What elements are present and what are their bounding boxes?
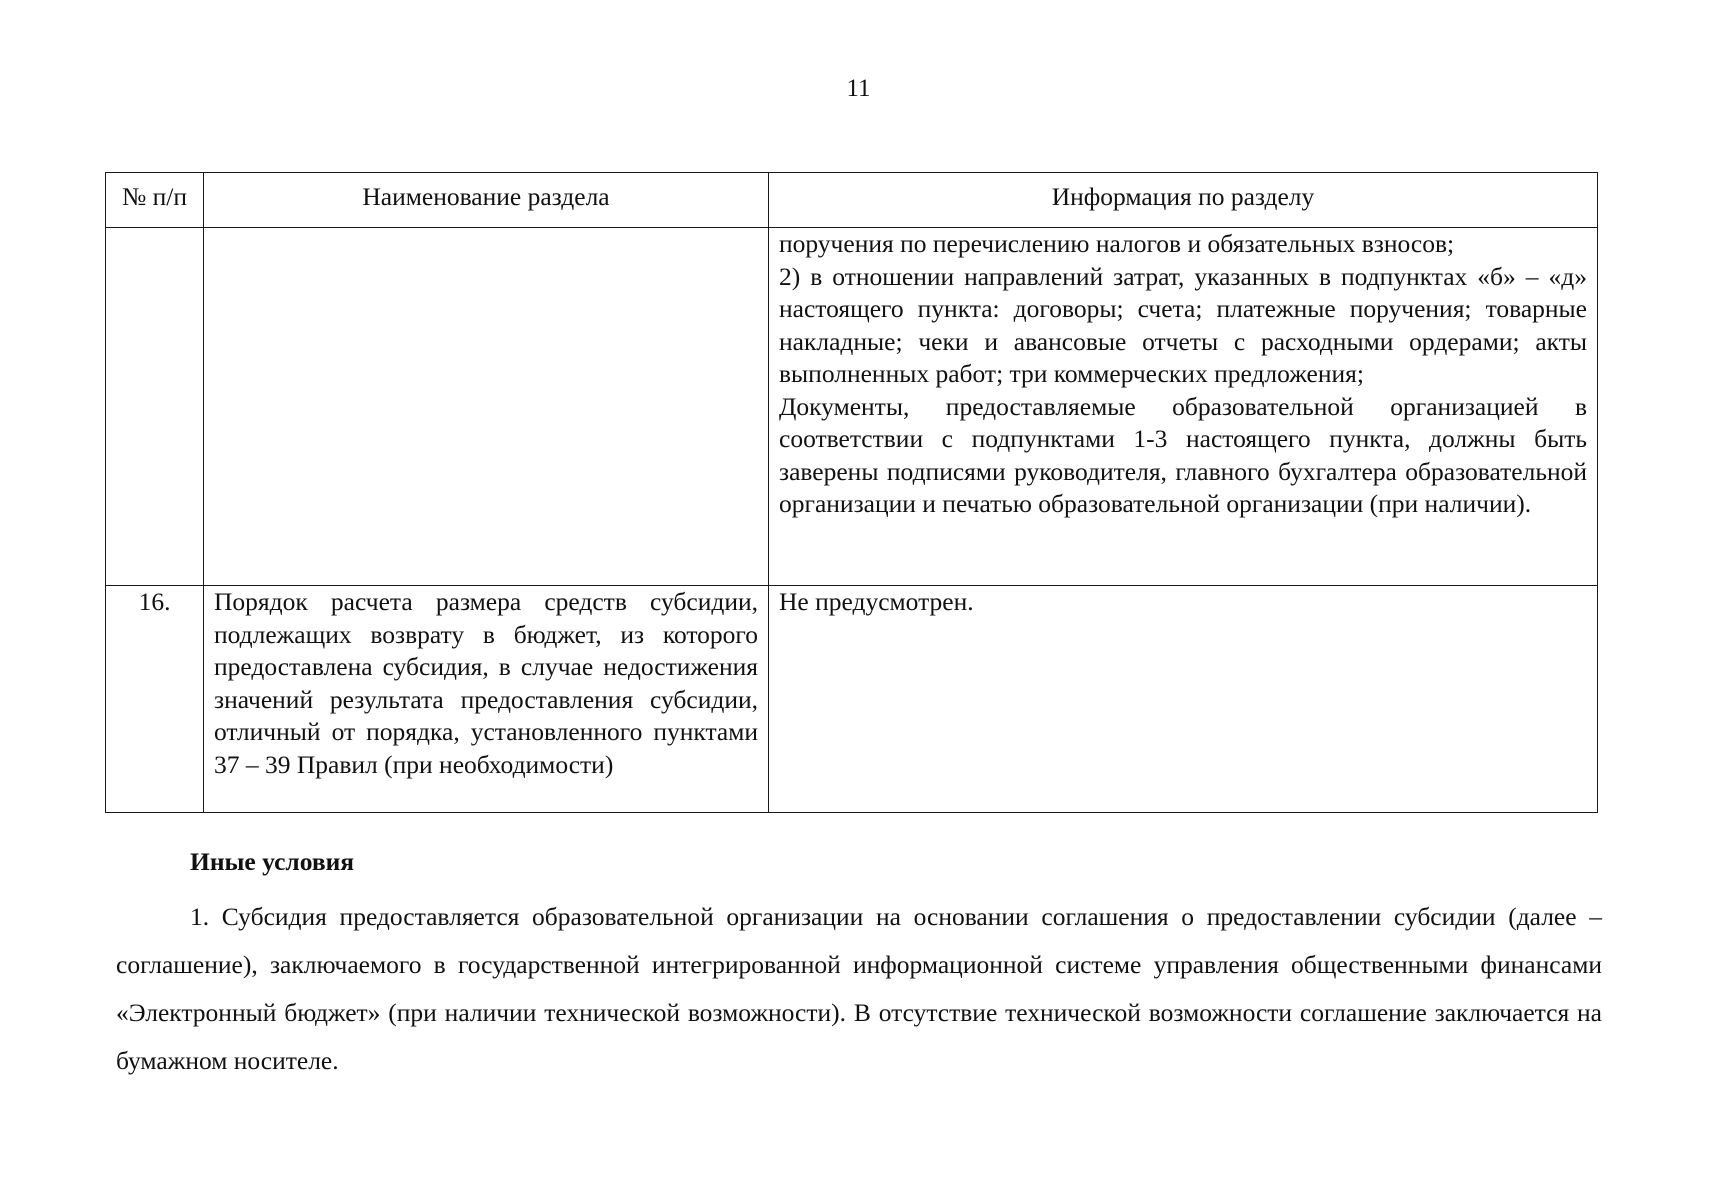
section-title: Иные условия <box>190 847 355 876</box>
table-row <box>106 586 1598 813</box>
header-num: № п/п <box>106 173 204 228</box>
info-line: Не предусмотрен. <box>779 587 974 616</box>
header-section-name: Наименование раздела <box>204 173 769 228</box>
table-row <box>106 228 1598 586</box>
info-line: Документы, предоставляемые образовательной организацией в соответствии с подпунктами 1-3 настоящего пункта, должны быть заверены подписями руководителя, главного бухгалтера образовательной организации и печатью образовательной организации (при наличии). <box>779 391 1587 518</box>
row-number: 16. <box>106 586 204 813</box>
row-section-info <box>769 586 1598 813</box>
section-table <box>105 172 1598 813</box>
page-number: 11 <box>846 75 871 102</box>
row-section-name <box>204 228 769 586</box>
row-section-name: Порядок расчета размера средств субсидии, подлежащих возврату в бюджет, из которого предоставлена субсидия, в случае недостижения значений результата предоставления субсидии, отличный от порядка, установленного пунктами 37 – 39 Правил (при необходимости) <box>204 586 769 813</box>
header-section-info: Информация по разделу <box>769 173 1598 228</box>
table-header-row <box>106 173 1598 228</box>
row-section-info <box>769 228 1598 586</box>
info-line: 2) в отношении направлений затрат, указанных в подпунктах «б» – «д» настоящего пункта: договоры; счета; платежные поручения; товарные накладные; чеки и авансовые отчеты с расходными ордерами; акты выполненных работ; три коммерческих предложения; <box>779 261 1587 388</box>
body-paragraph: 1. Субсидия предоставляется образовательной организации на основании соглашения о предоставлении субсидии (далее – соглашение), заключаемого в государственной интегрированной информационной системе управления общественными финансами «Электронный бюджет» (при наличии технической возможности). В отсутствие технической возможности соглашение заключается на бумажном носителе. <box>116 902 1602 1075</box>
info-line: поручения по перечислению налогов и обязательных взносов; <box>779 229 1455 258</box>
row-number <box>106 228 204 586</box>
